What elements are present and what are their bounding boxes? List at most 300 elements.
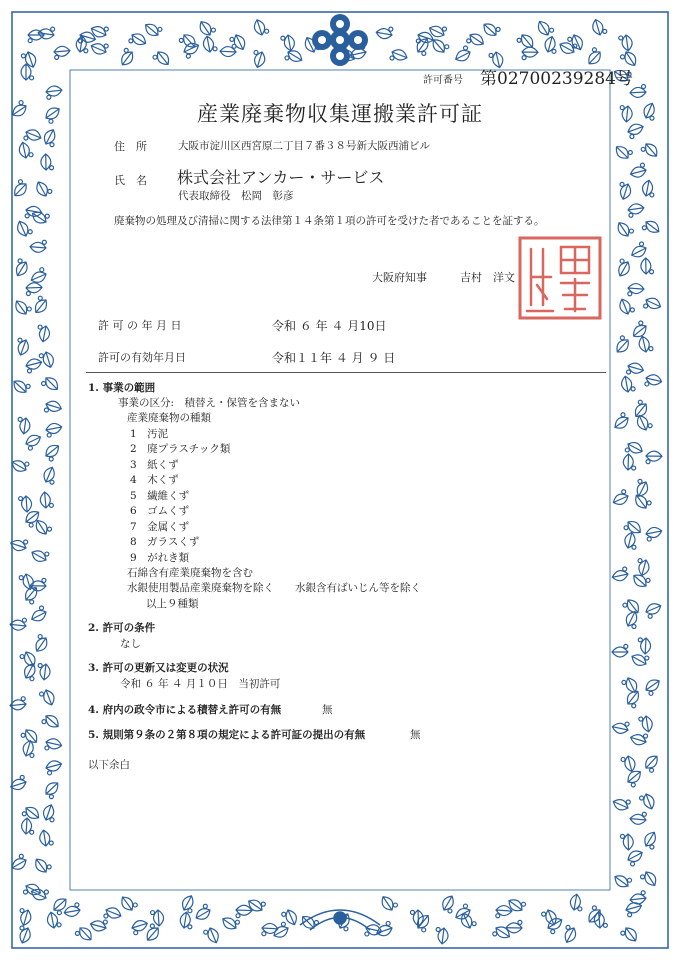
border-bud <box>57 923 61 927</box>
border-leaf <box>24 432 43 448</box>
border-leaf <box>89 24 108 40</box>
border-bud <box>18 417 22 421</box>
border-leaf <box>89 919 107 933</box>
border-bud <box>188 909 192 913</box>
border-bud <box>566 925 570 929</box>
border-bud <box>230 37 234 41</box>
border-bud <box>27 307 31 311</box>
border-leaf <box>642 869 659 888</box>
border-bud <box>631 862 635 866</box>
border-bud <box>42 578 46 582</box>
border-bud <box>211 28 215 32</box>
border-bud <box>603 29 607 33</box>
border-bud <box>40 692 44 696</box>
border-bud <box>650 845 654 849</box>
border-leaf <box>89 41 108 56</box>
border-bud <box>42 720 46 724</box>
border-bud <box>629 213 633 217</box>
border-bud <box>134 931 138 935</box>
border-leaf <box>25 357 43 371</box>
border-bud <box>647 501 651 505</box>
border-bud <box>44 408 48 412</box>
section5-value: 無 <box>410 729 421 741</box>
border-bud <box>568 37 572 41</box>
border-leaf <box>437 927 449 944</box>
border-bud <box>632 466 636 470</box>
border-bud <box>620 336 624 340</box>
section3-content: 令和 ６ 年 ４ 月１０日 当初許可 <box>120 678 281 690</box>
border-bud <box>285 56 289 60</box>
border-bud <box>29 153 33 157</box>
border-bud <box>21 733 25 737</box>
border-bud <box>410 910 414 914</box>
border-leaf <box>630 814 647 825</box>
waste-item-2: 2 廃プラスチック類 <box>130 443 231 455</box>
border-bud <box>650 768 654 772</box>
border-leaf <box>41 688 56 707</box>
border-leaf <box>21 818 32 835</box>
border-leaf <box>18 141 31 159</box>
border-leaf <box>543 35 557 53</box>
border-bud <box>628 878 632 882</box>
section2-content: なし <box>120 638 141 650</box>
border-leaf <box>591 18 605 36</box>
border-leaf <box>19 417 31 434</box>
border-bud <box>235 920 239 924</box>
section1-heading: 1. 事業の範囲 <box>88 382 156 394</box>
border-bud <box>642 812 646 816</box>
company-name: 株式会社アンカー・サービス <box>177 168 385 187</box>
border-bud <box>281 922 285 926</box>
border-leaf <box>637 559 651 577</box>
border-bud <box>30 76 34 80</box>
waste-item-6: 6 ゴムくず <box>130 505 190 517</box>
border-leaf <box>41 465 56 484</box>
border-leaf <box>39 663 51 680</box>
border-bud <box>21 54 25 58</box>
border-bud <box>641 891 645 895</box>
border-leaf <box>617 297 632 316</box>
border-bud <box>254 50 258 54</box>
border-bud <box>261 902 265 906</box>
border-bud <box>630 135 634 139</box>
border-bud <box>573 44 577 48</box>
border-bud <box>38 296 42 300</box>
border-bud <box>265 29 269 33</box>
border-bud <box>628 292 632 296</box>
border-bud <box>620 182 624 186</box>
border-bud <box>626 800 630 804</box>
permit-date: 令和 ６ 年 ４ 月10日 <box>272 319 387 333</box>
border-bud <box>75 931 79 935</box>
border-bud <box>24 540 28 544</box>
border-leaf <box>623 531 637 549</box>
border-bud <box>24 136 28 140</box>
border-bud <box>639 321 643 325</box>
border-bud <box>627 370 631 374</box>
border-bud <box>620 259 624 263</box>
border-bud <box>203 904 207 908</box>
border-bud <box>592 906 596 910</box>
border-bud <box>281 36 285 40</box>
border-bud <box>496 914 500 918</box>
border-bud <box>55 55 59 59</box>
border-bud <box>18 259 22 263</box>
border-leaf <box>42 127 58 146</box>
border-leaf <box>179 911 191 928</box>
border-bud <box>57 911 61 915</box>
border-bud <box>467 39 471 43</box>
border-bud <box>48 189 52 193</box>
border-bud <box>38 663 42 667</box>
border-bud <box>650 193 654 197</box>
border-bud <box>629 229 633 233</box>
border-leaf <box>569 893 582 910</box>
border-bud <box>232 44 236 48</box>
border-bud <box>464 46 468 50</box>
border-leaf <box>623 755 637 773</box>
border-bud <box>646 578 650 582</box>
permit-number-label: 許可番号 <box>423 75 463 86</box>
certification-text: 廃棄物の処理及び清掃に関する法律第１４条第１項の許可を受けた者であることを証する。 <box>114 215 545 227</box>
border-bud <box>179 38 183 42</box>
border-bud <box>49 841 53 845</box>
border-bud <box>50 818 54 822</box>
border-bud <box>592 48 596 52</box>
border-bud <box>489 53 493 57</box>
border-bud <box>204 930 208 934</box>
border-bud <box>20 775 24 779</box>
border-leaf <box>569 33 585 52</box>
border-bud <box>25 462 29 466</box>
border-bud <box>188 925 192 929</box>
border-bud <box>578 907 582 911</box>
border-bud <box>628 913 632 917</box>
border-bud <box>28 39 32 43</box>
border-bud <box>153 55 157 59</box>
section4-heading: 4. 府内の政令市による積替え許可の有無 <box>88 704 282 716</box>
section2-heading: 2. 許可の条件 <box>88 622 156 634</box>
border-bud <box>619 36 623 40</box>
border-bud <box>625 448 629 452</box>
border-leaf <box>641 792 656 811</box>
border-bud <box>30 830 34 834</box>
address-value: 大阪市淀川区西宮原二丁目７番３８号新大阪西浦ビル <box>178 140 430 152</box>
border-bud <box>49 457 53 461</box>
border-bud <box>393 903 397 907</box>
border-bud <box>30 677 34 681</box>
border-bud <box>26 384 30 388</box>
border-bud <box>641 147 645 151</box>
waste-item-4: 4 木くず <box>130 474 179 486</box>
border-bud <box>47 865 51 869</box>
border-bud <box>632 704 636 708</box>
border-bud <box>262 932 266 936</box>
border-bud <box>282 912 286 916</box>
border-bud <box>632 545 636 549</box>
border-bud <box>18 180 22 184</box>
border-bud <box>649 347 653 351</box>
border-bud <box>344 927 348 931</box>
border-bud <box>620 834 624 838</box>
border-bud <box>640 163 644 167</box>
issuer: 大阪府知事 吉村 洋文 <box>372 271 515 284</box>
border-bud <box>638 559 642 563</box>
section1-total: 以上９種類 <box>146 598 199 610</box>
border-bud <box>20 655 24 659</box>
border-leaf <box>629 244 648 260</box>
border-leaf <box>645 373 663 386</box>
border-leaf <box>644 295 663 311</box>
border-leaf <box>25 205 42 218</box>
section5-heading: 5. 規則第９条の２第８項の規定による許可証の提出の有無 <box>88 729 366 741</box>
border-bud <box>50 143 54 147</box>
border-bud <box>45 552 49 556</box>
border-leaf <box>375 923 393 938</box>
border-leaf <box>22 650 38 669</box>
border-leaf <box>562 926 578 945</box>
border-bud <box>522 56 526 60</box>
border-bud <box>40 268 44 272</box>
border-leaf <box>252 18 266 36</box>
border-bud <box>623 603 627 607</box>
border-leaf <box>453 48 472 64</box>
border-leaf <box>629 165 647 179</box>
border-leaf <box>611 491 630 507</box>
border-bud <box>150 924 154 928</box>
validity-date: 令和１１年 ４ 月 ９ 日 <box>272 351 396 365</box>
border-leaf <box>38 325 51 343</box>
border-bud <box>624 644 628 648</box>
border-bud <box>648 614 652 618</box>
border-leaf <box>19 909 33 927</box>
border-bud <box>647 537 651 541</box>
border-bud <box>436 927 440 931</box>
border-bud <box>45 746 49 750</box>
border-bud <box>22 618 26 622</box>
section1-category: 事業の区分: 積替え・保管を含まない <box>118 397 301 409</box>
border-leaf <box>45 759 63 773</box>
border-bud <box>30 753 34 757</box>
border-bud <box>517 38 521 42</box>
border-bud <box>20 909 24 913</box>
border-bud <box>442 27 446 31</box>
border-bud <box>389 27 393 31</box>
border-bud <box>632 624 636 628</box>
border-bud <box>642 226 646 230</box>
border-bud <box>51 27 55 31</box>
border-bud <box>28 230 32 234</box>
border-bud <box>19 497 23 501</box>
border-bud <box>49 503 53 507</box>
section3-heading: 3. 許可の更新又は変更の状況 <box>88 662 229 674</box>
border-bud <box>644 304 648 308</box>
border-bud <box>104 27 108 31</box>
border-bud <box>631 387 635 391</box>
address-label: 住 所 <box>114 140 147 153</box>
section1-note2: 水銀使用製品産業廃棄物を除く 水銀含有ばいじん等を除く <box>127 582 421 594</box>
waste-item-3: 3 紙くず <box>130 459 179 471</box>
border-bud <box>621 413 625 417</box>
border-leaf <box>611 722 629 735</box>
border-bud <box>48 527 52 531</box>
border-leaf <box>131 919 149 933</box>
border-bud <box>472 922 476 926</box>
border-bud <box>48 771 52 775</box>
border-bud <box>621 757 625 761</box>
border-leaf <box>194 906 213 923</box>
border-bud <box>213 47 217 51</box>
border-bud <box>25 214 29 218</box>
border-bud <box>640 242 644 246</box>
border-bud <box>30 600 34 604</box>
section1-waste-heading: 産業廃棄物の種類 <box>127 412 211 424</box>
border-leaf <box>611 797 630 813</box>
border-leaf <box>644 601 663 616</box>
border-leaf <box>205 926 220 945</box>
border-bud <box>38 325 42 329</box>
border-bud <box>84 49 88 53</box>
border-bud <box>24 890 28 894</box>
border-bud <box>50 480 54 484</box>
border-bud <box>133 903 137 907</box>
border-leaf <box>30 242 47 253</box>
border-bud <box>622 680 626 684</box>
waste-item-1: 1 汚泥 <box>130 428 169 440</box>
border-bud <box>19 576 23 580</box>
border-bud <box>631 783 635 787</box>
border-bud <box>124 48 128 52</box>
border-bud <box>47 433 51 437</box>
permit-number: 第02700239284号 <box>480 69 633 89</box>
border-bud <box>640 796 644 800</box>
border-leaf <box>45 737 63 750</box>
border-bud <box>493 932 497 936</box>
border-bud <box>624 526 628 530</box>
border-bud <box>21 697 25 701</box>
page-title: 産業廃棄物収集運搬業許可証 <box>197 102 483 126</box>
border-bud <box>645 382 649 386</box>
border-bud <box>644 734 648 738</box>
border-bud <box>29 523 33 527</box>
border-bud <box>650 270 654 274</box>
border-bud <box>42 240 46 244</box>
border-bud <box>622 490 626 494</box>
waste-item-8: 8 ガラスくず <box>130 536 200 548</box>
border-bud <box>18 338 22 342</box>
border-bud <box>621 931 625 935</box>
name-label: 氏 名 <box>114 174 147 187</box>
official-seal-icon <box>517 235 603 321</box>
border-bud <box>39 354 43 358</box>
border-bud <box>518 920 522 924</box>
border-bud <box>236 914 240 918</box>
border-bud <box>448 909 452 913</box>
border-bud <box>26 292 30 296</box>
border-bud <box>20 926 24 930</box>
border-leaf <box>375 27 392 40</box>
border-bud <box>22 812 26 816</box>
border-bud <box>552 49 556 53</box>
border-bud <box>28 446 32 450</box>
border-bud <box>463 904 467 908</box>
border-bud <box>129 39 133 43</box>
end-note: 以下余白 <box>88 759 130 771</box>
border-bud <box>19 854 23 858</box>
border-bud <box>646 460 650 464</box>
border-bud <box>365 932 369 936</box>
border-bud <box>75 903 79 907</box>
border-bud <box>630 308 634 312</box>
border-bud <box>49 795 53 799</box>
border-bud <box>603 923 607 927</box>
border-leaf <box>543 908 558 927</box>
waste-item-9: 9 がれき類 <box>130 552 190 564</box>
border-bud <box>628 150 632 154</box>
border-bud <box>638 638 642 642</box>
border-bud <box>638 479 642 483</box>
border-bud <box>620 55 624 59</box>
border-bud <box>522 902 526 906</box>
border-leaf <box>15 219 31 238</box>
border-bud <box>648 424 652 428</box>
border-bud <box>42 381 46 385</box>
waste-item-5: 5 繊維くず <box>130 490 190 502</box>
border-bud <box>550 28 554 32</box>
border-bud <box>638 400 642 404</box>
border-bud <box>38 635 42 639</box>
border-bud <box>542 912 546 916</box>
border-bud <box>645 656 649 660</box>
border-bud <box>44 890 48 894</box>
representative: 代表取締役 松岡 彰彦 <box>178 190 294 202</box>
border-leaf <box>545 915 564 932</box>
divider <box>86 372 606 373</box>
border-bud <box>103 920 107 924</box>
border-leaf <box>34 180 51 199</box>
border-leaf <box>535 19 552 38</box>
border-bud <box>640 875 644 879</box>
border-bud <box>625 722 629 726</box>
border-bud <box>50 166 54 170</box>
border-bud <box>27 369 31 373</box>
border-bud <box>642 85 646 89</box>
waste-item-7: 7 金属くず <box>130 521 190 533</box>
border-bud <box>639 717 643 721</box>
border-bud <box>422 928 426 932</box>
border-leaf <box>29 608 48 624</box>
section1-note1: 石綿含有産業廃棄物を含む <box>127 567 253 579</box>
border-leaf <box>611 569 629 582</box>
border-bud <box>151 911 155 915</box>
border-leaf <box>41 351 55 369</box>
border-leaf <box>627 361 645 375</box>
border-bud <box>445 45 449 49</box>
border-bud <box>186 54 190 58</box>
border-bud <box>104 44 108 48</box>
border-bud <box>623 567 627 571</box>
border-bud <box>386 921 390 925</box>
border-bud <box>496 27 500 31</box>
border-leaf <box>427 23 446 39</box>
border-leaf <box>628 283 645 294</box>
border-bud <box>422 51 426 55</box>
border-leaf <box>641 179 654 197</box>
border-bud <box>390 56 394 60</box>
border-bud <box>40 606 44 610</box>
border-bud <box>158 27 162 31</box>
validity-label: 許可の有効年月日 <box>98 351 186 364</box>
